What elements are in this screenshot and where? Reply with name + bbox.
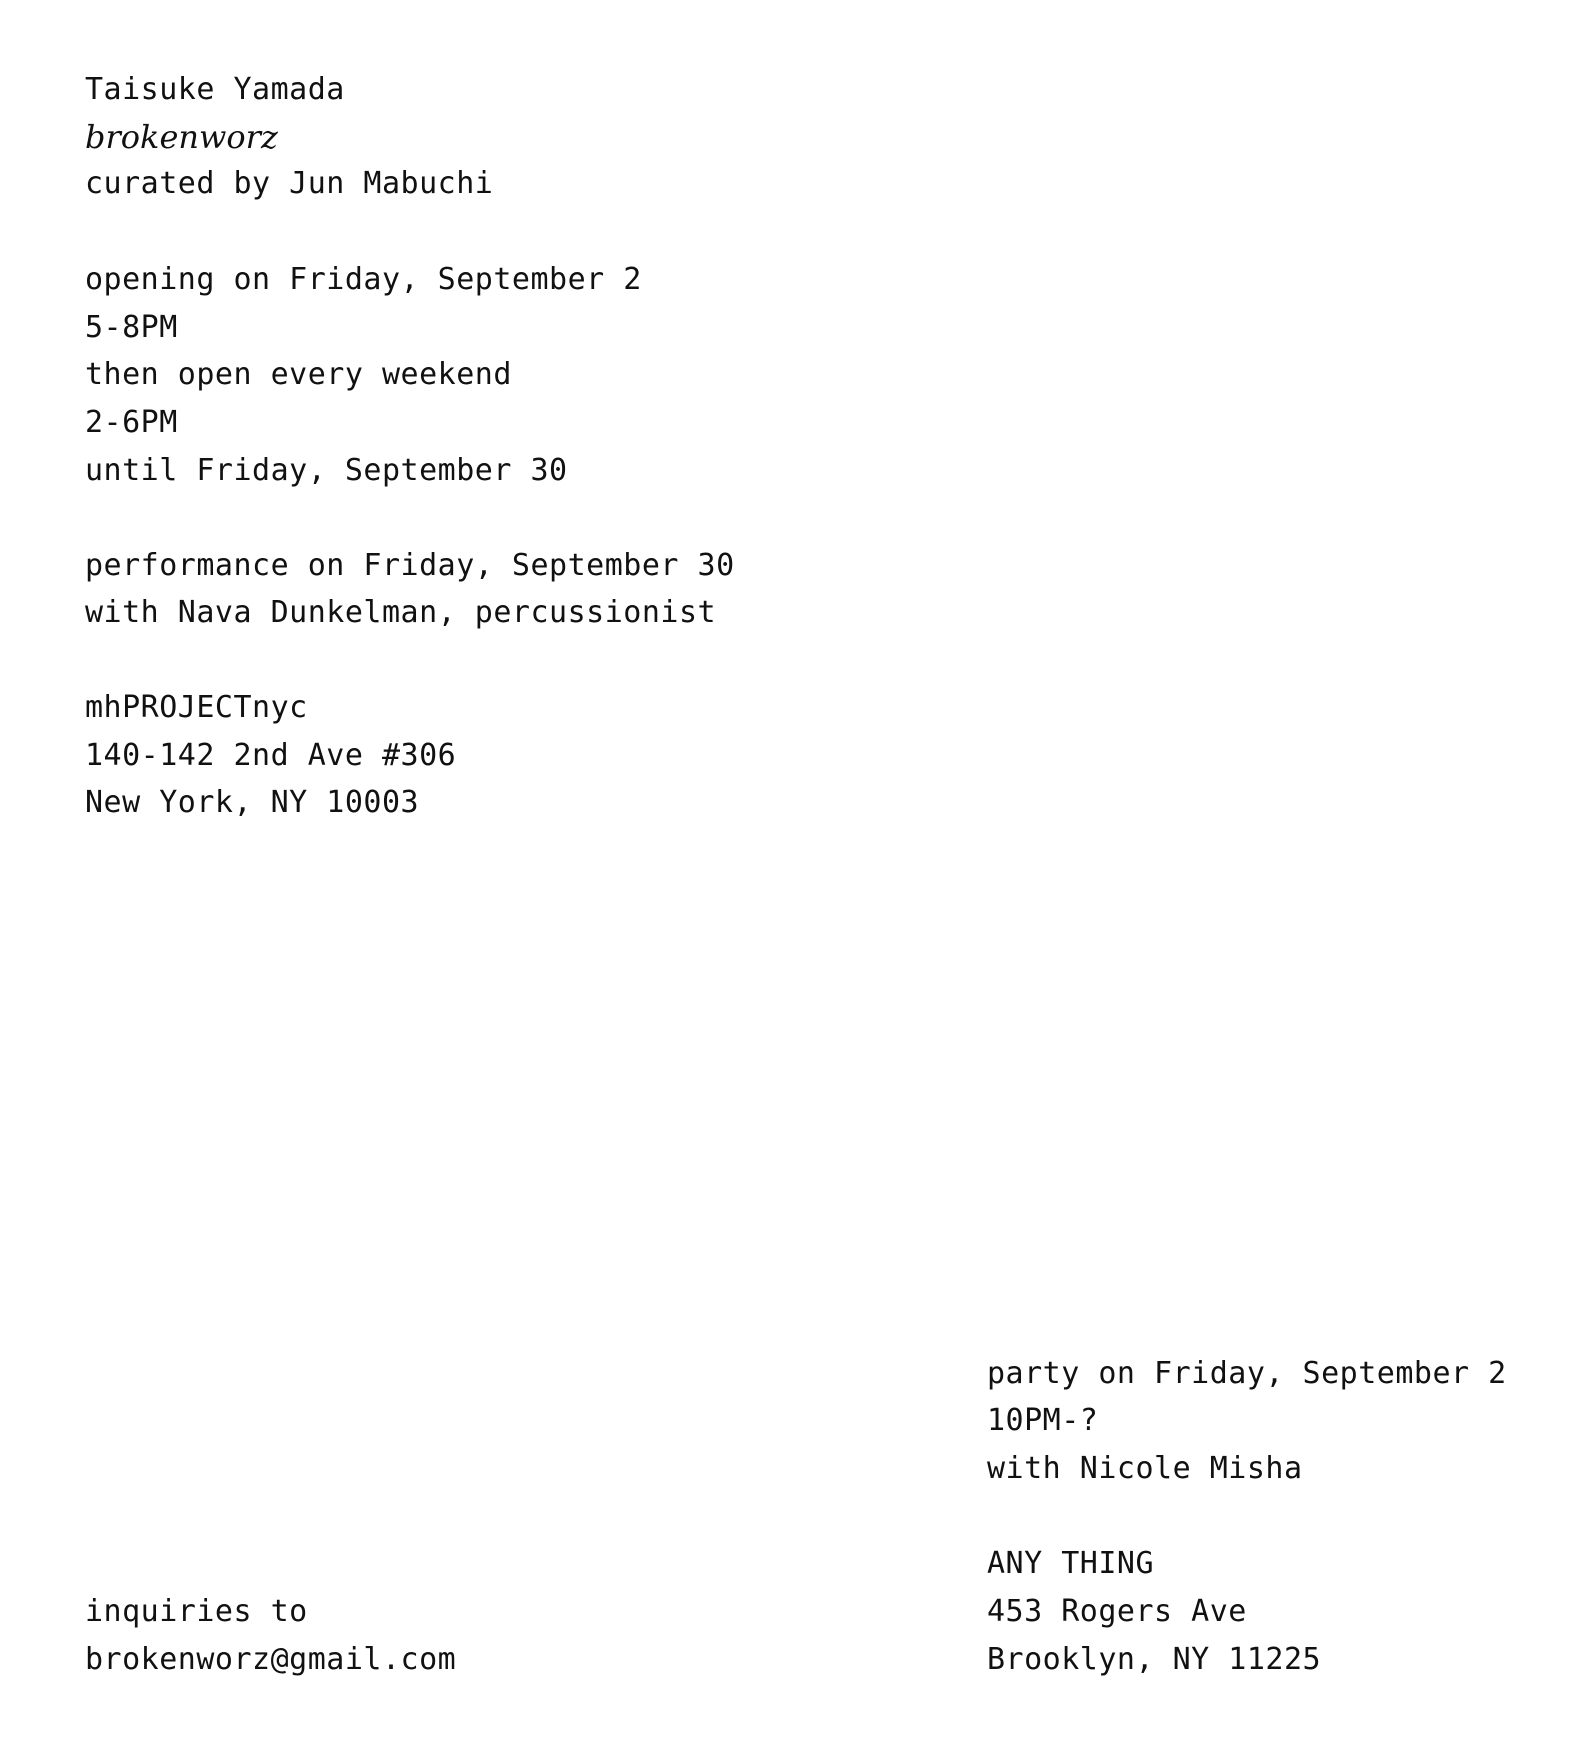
party-time: 10PM-? [987,1403,1099,1438]
party-venue-address: 453 Rogers Ave [987,1594,1247,1629]
performance-with: with Nava Dunkelman, percussionist [85,595,717,630]
artist-name: Taisuke Yamada [85,72,345,107]
performance-date: performance on Friday, September 30 [85,548,735,583]
venue-name: mhPROJECTnyc [85,690,308,725]
venue-city: New York, NY 10003 [85,785,420,820]
inquiries-label: inquiries to [85,1594,308,1629]
party-date: party on Friday, September 2 [987,1356,1507,1391]
opening-hours: 5-8PM [85,310,178,345]
party-with: with Nicole Misha [987,1451,1303,1486]
opening-line: opening on Friday, September 2 [85,262,642,297]
venue-address: 140-142 2nd Ave #306 [85,738,457,773]
until-line: until Friday, September 30 [85,453,568,488]
weekend-line: then open every weekend [85,357,512,392]
exhibition-title: brokenworz [85,118,278,156]
party-venue-name: ANY THING [987,1546,1155,1581]
inquiries-email[interactable]: brokenworz@gmail.com [85,1642,457,1677]
curator-line: curated by Jun Mabuchi [85,166,494,201]
party-venue-city: Brooklyn, NY 11225 [987,1642,1322,1677]
weekend-hours: 2-6PM [85,405,178,440]
